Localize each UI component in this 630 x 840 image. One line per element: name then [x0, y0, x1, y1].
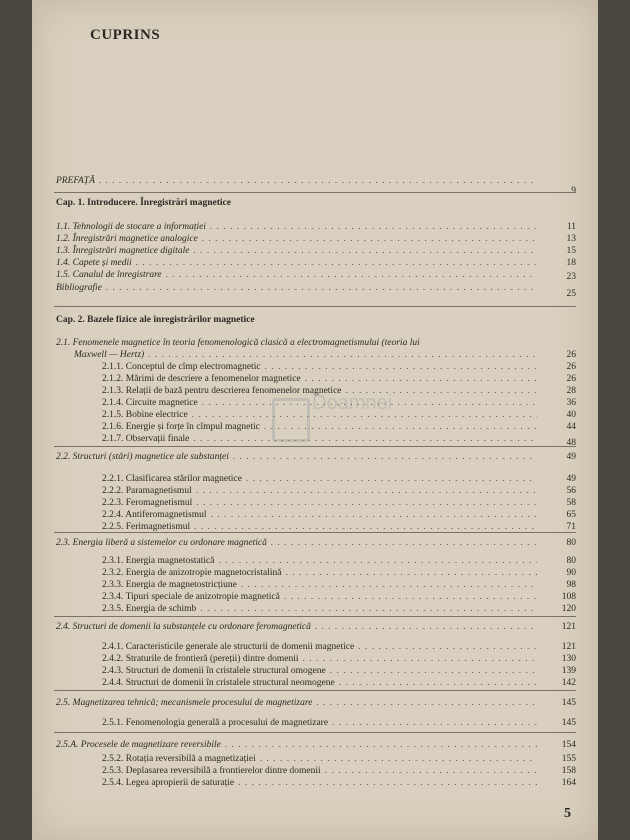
toc-entry-label: 1.2. Înregistrări magnetice analogice [56, 234, 198, 244]
toc-page-number: 9 [571, 186, 576, 196]
toc-page-number: 11 [566, 222, 576, 232]
toc-entry-label: Cap. 1. Introducere. Înregistrări magnetice [56, 198, 231, 208]
toc-page-number: 48 [566, 438, 576, 448]
toc-entry-label: 2.2.5. Ferimagnetismul [102, 522, 191, 532]
section-divider [54, 446, 576, 447]
dot-leader [315, 622, 537, 633]
toc-entry [102, 386, 537, 397]
dot-leader [330, 666, 537, 677]
dot-leader [166, 270, 537, 281]
toc-entry-label: 2.2.3. Feromagnetismul [102, 498, 193, 508]
toc-entry-label: 2.5.3. Deplasarea reversibilă a frontierelor dintre domenii [102, 766, 321, 776]
dot-leader [210, 222, 537, 233]
toc-entry-label: 1.5. Canalul de înregistrare [56, 270, 162, 280]
page-number: 5 [564, 806, 571, 821]
toc-page-number: 58 [566, 498, 576, 508]
toc-page-number: 108 [561, 592, 576, 602]
dot-leader [196, 486, 537, 497]
toc-page-number: 145 [561, 698, 576, 708]
dot-leader [193, 246, 537, 257]
toc-entry-label: 2.4.1. Caracteristicile generale ale structurii de domenii magnetice [102, 642, 355, 652]
toc-entry [56, 222, 537, 233]
chapter-heading [56, 315, 255, 326]
book-page [32, 0, 598, 840]
dot-leader [285, 568, 537, 579]
toc-entry [102, 568, 537, 579]
toc-entry [102, 556, 537, 567]
section-divider [54, 532, 576, 533]
chapter-heading [56, 198, 231, 209]
toc-entry-label: 2.1.1. Conceptul de cîmp electromagnetic [102, 362, 261, 372]
dot-leader [241, 580, 537, 591]
toc-entry-label: 2.5.A. Procesele de magnetizare reversibile [56, 740, 221, 750]
toc-page-number: 49 [566, 452, 576, 462]
dot-leader [264, 422, 537, 433]
toc-entry-label: 2.5.1. Fenomenologia generală a procesului de magnetizare [102, 718, 329, 728]
dot-leader [218, 556, 537, 567]
toc-entry [102, 778, 537, 789]
dot-leader [211, 510, 537, 521]
toc-entry-label: 2.5. Magnetizarea tehnică; mecanismele procesului de magnetizare [56, 698, 313, 708]
toc-entry [56, 234, 537, 245]
toc-entry [56, 258, 537, 269]
dot-leader [246, 474, 537, 485]
dot-leader [106, 283, 537, 294]
dot-leader [265, 362, 537, 373]
toc-entry-label: 2.3.2. Energia de anizotropie magnetocristalină [102, 568, 282, 578]
toc-page-number: 164 [561, 778, 576, 788]
dot-leader [238, 778, 537, 789]
toc-entry-label: 2.3.3. Energia de magnetostricțiune [102, 580, 237, 590]
toc-page-number: 80 [566, 538, 576, 548]
dot-leader [303, 654, 537, 665]
toc-entry [56, 176, 537, 187]
toc-entry [102, 474, 537, 485]
toc-entry-label: 2.2.2. Paramagnetismul [102, 486, 192, 496]
section-divider [54, 616, 576, 617]
toc-entry [102, 362, 537, 373]
toc-entry-label: 2.4.2. Straturile de frontieră (pereții) dintre domenii [102, 654, 299, 664]
toc-entry [56, 622, 537, 633]
toc-page-number: 49 [566, 474, 576, 484]
toc-entry [56, 270, 537, 281]
toc-entry-label: 2.4.4. Structuri de domenii în cristalele structural neomogene [102, 678, 335, 688]
toc-entry [102, 410, 537, 421]
dot-leader [305, 374, 537, 385]
toc-entry-label: 2.3.1. Energia magnetostatică [102, 556, 215, 566]
toc-entry [102, 592, 537, 603]
dot-leader [316, 698, 537, 709]
dot-leader [192, 410, 537, 421]
dot-leader [136, 258, 537, 269]
toc-page-number: 120 [561, 604, 576, 614]
toc-page-number: 15 [566, 246, 576, 256]
toc-entry [102, 604, 537, 615]
toc-page-number: 71 [566, 522, 576, 532]
toc-entry-label: 2.5.2. Rotația reversibilă a magnetizației [102, 754, 256, 764]
toc-entry [102, 666, 537, 677]
toc-entry-label: 2.2.4. Antiferomagnetismul [102, 510, 207, 520]
toc-entry-label: 2.1.5. Bobine electrice [102, 410, 188, 420]
toc-entry-label: 2.1. Fenomenele magnetice în teoria fenomenologică clasică a electromagnetismului (teoria lui [56, 338, 420, 348]
toc-page-number: 40 [566, 410, 576, 420]
toc-page-number: 36 [566, 398, 576, 408]
dot-leader [99, 176, 537, 187]
toc-page-number: 44 [566, 422, 576, 432]
toc-page-number: 26 [566, 362, 576, 372]
dot-leader [260, 754, 537, 765]
toc-page-number: 26 [566, 350, 576, 360]
toc-entry-label: 2.4.3. Structuri de domenii în cristalele structural omogene [102, 666, 326, 676]
toc-entry-label: 1.3. Înregistrări magnetice digitale [56, 246, 190, 256]
toc-entry-label: 2.5.4. Legea apropierii de saturație [102, 778, 235, 788]
toc-entry-label: 2.2.1. Clasificarea stărilor magnetice [102, 474, 242, 484]
dot-leader [284, 592, 537, 603]
toc-entry-label: Cap. 2. Bazele fizice ale înregistrărilor magnetice [56, 315, 255, 325]
toc-entry [56, 283, 537, 294]
toc-entry [102, 422, 537, 433]
toc-entry-label: 2.1.7. Observații finale [102, 434, 190, 444]
toc-entry-label: 2.3.5. Energia de schimb [102, 604, 197, 614]
toc-page-number: 23 [566, 272, 576, 282]
toc-entry [56, 246, 537, 257]
toc-page-number: 155 [561, 754, 576, 764]
toc-entry [102, 374, 537, 385]
toc-entry [102, 642, 537, 653]
dot-leader [271, 538, 537, 549]
toc-entry-label: PREFAȚĂ [56, 176, 95, 186]
dot-leader [148, 350, 537, 361]
toc-page-number: 56 [566, 486, 576, 496]
toc-entry [56, 698, 537, 709]
dot-leader [233, 452, 537, 463]
toc-entry-label: 2.3. Energia liberă a sistemelor cu ordonare magnetică [56, 538, 267, 548]
dot-leader [346, 386, 537, 397]
toc-entry-label: Bibliografie [56, 283, 102, 293]
toc-entry [102, 654, 537, 665]
toc-entry-label: 1.1. Tehnologii de stocare a informației [56, 222, 206, 232]
toc-entry [56, 538, 537, 549]
toc-entry-label: 2.4. Structuri de domenii la substanțele cu ordonare feromagnetică [56, 622, 311, 632]
toc-entry [102, 498, 537, 509]
toc-entry [56, 338, 420, 349]
section-divider [54, 732, 576, 733]
toc-page-number: 130 [561, 654, 576, 664]
toc-page-number: 142 [561, 678, 576, 688]
toc-entry [56, 452, 537, 463]
toc-entry-label: 2.2. Structuri (stări) magnetice ale substanței [56, 452, 229, 462]
toc-page-number: 121 [561, 642, 576, 652]
toc-entry [102, 754, 537, 765]
section-divider [54, 690, 576, 691]
toc-entry [102, 718, 537, 729]
dot-leader [225, 740, 537, 751]
toc-page-number: 154 [561, 740, 576, 750]
section-divider [54, 306, 576, 307]
toc-page-number: 121 [561, 622, 576, 632]
dot-leader [202, 398, 537, 409]
toc-entry [102, 580, 537, 591]
toc-entry [102, 678, 537, 689]
toc-entry [56, 740, 537, 751]
toc-page-number: 158 [561, 766, 576, 776]
toc-entry-label: 1.4. Capete și medii [56, 258, 132, 268]
dot-leader [200, 604, 537, 615]
toc-entry-label: 2.1.4. Circuite magnetice [102, 398, 198, 408]
toc-entry [102, 766, 537, 777]
toc-page-number: 26 [566, 374, 576, 384]
dot-leader [332, 718, 537, 729]
toc-page-number: 98 [566, 580, 576, 590]
toc-entry-label: 2.1.6. Energie și forțe în cîmpul magnetic [102, 422, 260, 432]
toc-entry [74, 350, 537, 361]
toc-entry-label: 2.1.3. Relații de bază pentru descrierea fenomenelor magnetice [102, 386, 342, 396]
toc-page-number: 65 [566, 510, 576, 520]
table-of-contents [32, 0, 598, 840]
toc-page-number: 139 [561, 666, 576, 676]
toc-entry-label: 2.1.2. Mărimi de descriere a fenomenelor magnetice [102, 374, 301, 384]
toc-entry-label: 2.3.4. Tipuri speciale de anizotropie magnetică [102, 592, 280, 602]
page-title: CUPRINS [90, 27, 161, 43]
dot-leader [339, 678, 537, 689]
toc-page-number: 80 [566, 556, 576, 566]
toc-entry [102, 398, 537, 409]
watermark-text: Doamnei [312, 392, 393, 414]
dot-leader [202, 234, 537, 245]
dot-leader [196, 498, 537, 509]
toc-page-number: 13 [566, 234, 576, 244]
toc-page-number: 18 [566, 258, 576, 268]
dot-leader [358, 642, 537, 653]
dot-leader [193, 434, 537, 445]
toc-entry [102, 434, 537, 445]
toc-page-number: 25 [566, 289, 576, 299]
section-divider [54, 192, 576, 193]
dot-leader [325, 766, 537, 777]
toc-page-number: 28 [566, 386, 576, 396]
toc-page-number: 90 [566, 568, 576, 578]
toc-entry [102, 486, 537, 497]
toc-entry [102, 510, 537, 521]
toc-entry-label: Maxwell — Hertz) [74, 350, 145, 360]
toc-page-number: 145 [561, 718, 576, 728]
